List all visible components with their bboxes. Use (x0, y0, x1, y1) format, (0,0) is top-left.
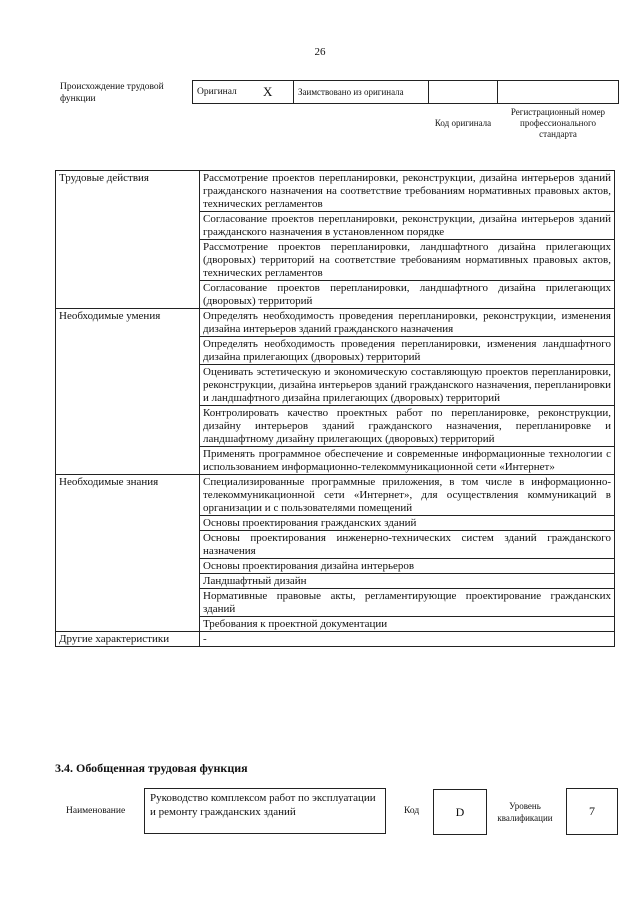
code-original-caption: Код оригинала (434, 118, 492, 128)
skill-item: Определять необходимость проведения перепланировки, изменения ландшафтного дизайна прилегающих (дворовых) территорий (200, 337, 615, 365)
skills-label: Необходимые умения (56, 309, 200, 475)
knowledge-item: Основы проектирования гражданских зданий (200, 516, 615, 531)
code-box: D (433, 789, 487, 835)
labor-action-item: Согласование проектов перепланировки, ландшафтного дизайна прилегающих (дворовых) территорий (200, 281, 615, 309)
original-mark: X (259, 81, 294, 104)
other-characteristics-label: Другие характеристики (56, 632, 200, 647)
origin-label: Происхождение трудовой функции (60, 82, 164, 104)
knowledge-item: Основы проектирования дизайна интерьеров (200, 559, 615, 574)
section-heading: 3.4. Обобщенная трудовая функция (55, 761, 248, 775)
knowledge-item: Нормативные правовые акты, регламентирующие проектирование гражданских зданий (200, 589, 615, 617)
knowledge-item: Требования к проектной документации (200, 617, 615, 632)
knowledge-item: Специализированные программные приложения, в том числе в информационно-телекоммуникационной сети «Интернет», для осуществления коммуникаций в организации и с пользователями помещений (200, 475, 615, 516)
skill-item: Контролировать качество проектных работ по перепланировке, реконструкции, дизайну интерьеров зданий гражданского назначения, перепланировке и ландшафтному дизайну прилегающих (дворовых) территорий (200, 406, 615, 447)
other-characteristics-value: - (200, 632, 615, 647)
labor-action-item: Рассмотрение проектов перепланировки, ландшафтного дизайна прилегающих (дворовых) территорий на соответствие требованиям нормативных правовых актов, технических регламентов (200, 240, 615, 281)
registration-number-cell (498, 81, 619, 104)
labor-action-item: Согласование проектов перепланировки, реконструкции, дизайна интерьеров зданий гражданского назначения в установленном порядке (200, 212, 615, 240)
registration-number-caption: Регистрационный номер профессионального стандарта (510, 107, 606, 139)
page-number: 26 (314, 46, 326, 58)
knowledge-item: Ландшафтный дизайн (200, 574, 615, 589)
knowledge-item: Основы проектирования инженерно-технических систем зданий гражданского назначения (200, 531, 615, 559)
qualification-level-label: Уровень квалификации (497, 801, 553, 823)
borrowed-label: Заимствовано из оригинала (294, 81, 429, 104)
labor-action-item: Рассмотрение проектов перепланировки, реконструкции, дизайна интерьеров зданий гражданского назначения на соответствие требованиям нормативных правовых актов, технических регламентов (200, 171, 615, 212)
skill-item: Определять необходимость проведения перепланировки, реконструкции, изменения дизайна интерьеров зданий гражданского назначения (200, 309, 615, 337)
function-name-box: Руководство комплексом работ по эксплуатации и ремонту гражданских зданий (144, 788, 386, 834)
knowledge-label: Необходимые знания (56, 475, 200, 632)
skill-item: Оценивать эстетическую и экономическую составляющую проектов перепланировки, реконструкции, дизайна интерьеров зданий гражданского назначения, перепланировки и ландшафтного дизайна прилегающих (дворовых) территорий (200, 365, 615, 406)
code-label: Код (404, 806, 420, 816)
origin-table (192, 80, 619, 140)
labor-function-table (55, 170, 615, 647)
code-original-cell (429, 81, 498, 104)
original-label: Оригинал (193, 81, 260, 104)
labor-actions-label: Трудовые действия (56, 171, 200, 309)
name-label: Наименование (66, 806, 126, 816)
qualification-level-box: 7 (566, 788, 618, 835)
skill-item: Применять программное обеспечение и современные информационные технологии с использованием информационно-телекоммуникационной сети «Интернет» (200, 447, 615, 475)
